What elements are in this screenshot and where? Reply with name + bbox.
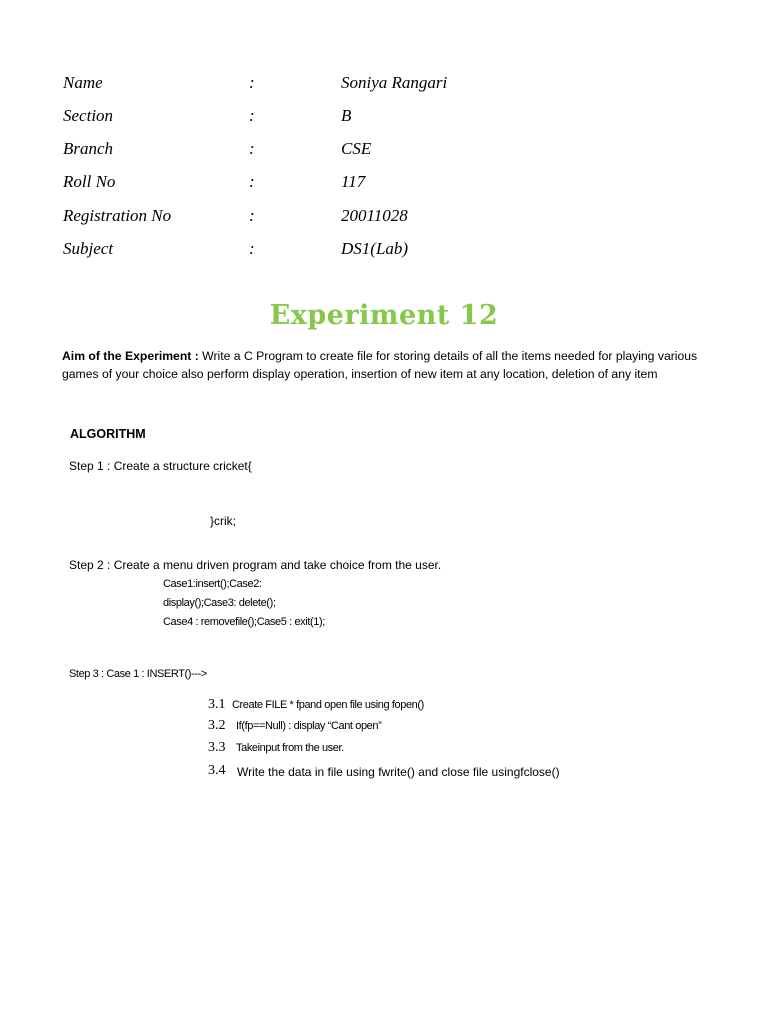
info-colon: : bbox=[249, 239, 255, 258]
substep-number: 3.4 bbox=[208, 763, 226, 778]
step-1-close: }crik; bbox=[210, 514, 237, 528]
info-colon: : bbox=[249, 139, 255, 158]
info-value: B bbox=[341, 106, 352, 125]
info-value: DS1(Lab) bbox=[341, 239, 409, 258]
substep-number: 3.1 bbox=[208, 697, 226, 712]
aim-paragraph bbox=[62, 347, 710, 383]
substep-text: Create FILE * fpand open file using fopen() bbox=[232, 699, 424, 711]
substep-text: Write the data in file using fwrite() and close file usingfclose() bbox=[237, 765, 560, 779]
info-row-subject bbox=[63, 239, 623, 261]
info-label: Roll No bbox=[63, 172, 116, 191]
step-3: Step 3 : Case 1 : INSERT()---> bbox=[69, 668, 207, 680]
info-label: Name bbox=[63, 73, 103, 92]
info-value: Soniya Rangari bbox=[341, 73, 448, 92]
substep-text: If(fp==Null) : display “Cant open” bbox=[236, 720, 382, 732]
info-label: Branch bbox=[63, 139, 114, 158]
algorithm-heading: ALGORITHM bbox=[70, 427, 146, 441]
info-row-branch bbox=[63, 139, 623, 161]
step-2-case-line: Case4 : removefile();Case5 : exit(1); bbox=[163, 616, 325, 628]
info-label: Subject bbox=[63, 239, 114, 258]
step-2: Step 2 : Create a menu driven program and take choice from the user. bbox=[69, 558, 442, 572]
page-title: Experiment 12 bbox=[269, 300, 499, 331]
aim-label: Aim of the Experiment : bbox=[62, 349, 199, 363]
info-row-registration-no bbox=[63, 206, 623, 228]
info-label: Registration No bbox=[63, 206, 172, 225]
info-row-roll-no bbox=[63, 172, 623, 194]
info-colon: : bbox=[249, 206, 255, 225]
info-colon: : bbox=[249, 73, 255, 92]
substep-text: Takeinput from the user. bbox=[236, 742, 344, 754]
info-value: CSE bbox=[341, 139, 372, 158]
info-colon: : bbox=[249, 106, 255, 125]
step-2-case-line: Case1:insert();Case2: bbox=[163, 578, 262, 590]
step-2-case-line: display();Case3: delete(); bbox=[163, 597, 276, 609]
info-value: 117 bbox=[341, 172, 366, 191]
info-row-name bbox=[63, 73, 623, 95]
info-row-section bbox=[63, 106, 623, 128]
info-value: 20011028 bbox=[341, 206, 408, 225]
info-label: Section bbox=[63, 106, 114, 125]
info-colon: : bbox=[249, 172, 255, 191]
substep-number: 3.2 bbox=[208, 718, 226, 733]
substep-number: 3.3 bbox=[208, 740, 226, 755]
aim-text: Write a C Program to create file for storing details of all the items needed for playing various games of your choice also perform display operation, insertion of new item at any location, deletion of any item bbox=[62, 349, 698, 381]
step-1: Step 1 : Create a structure cricket{ bbox=[69, 459, 252, 473]
